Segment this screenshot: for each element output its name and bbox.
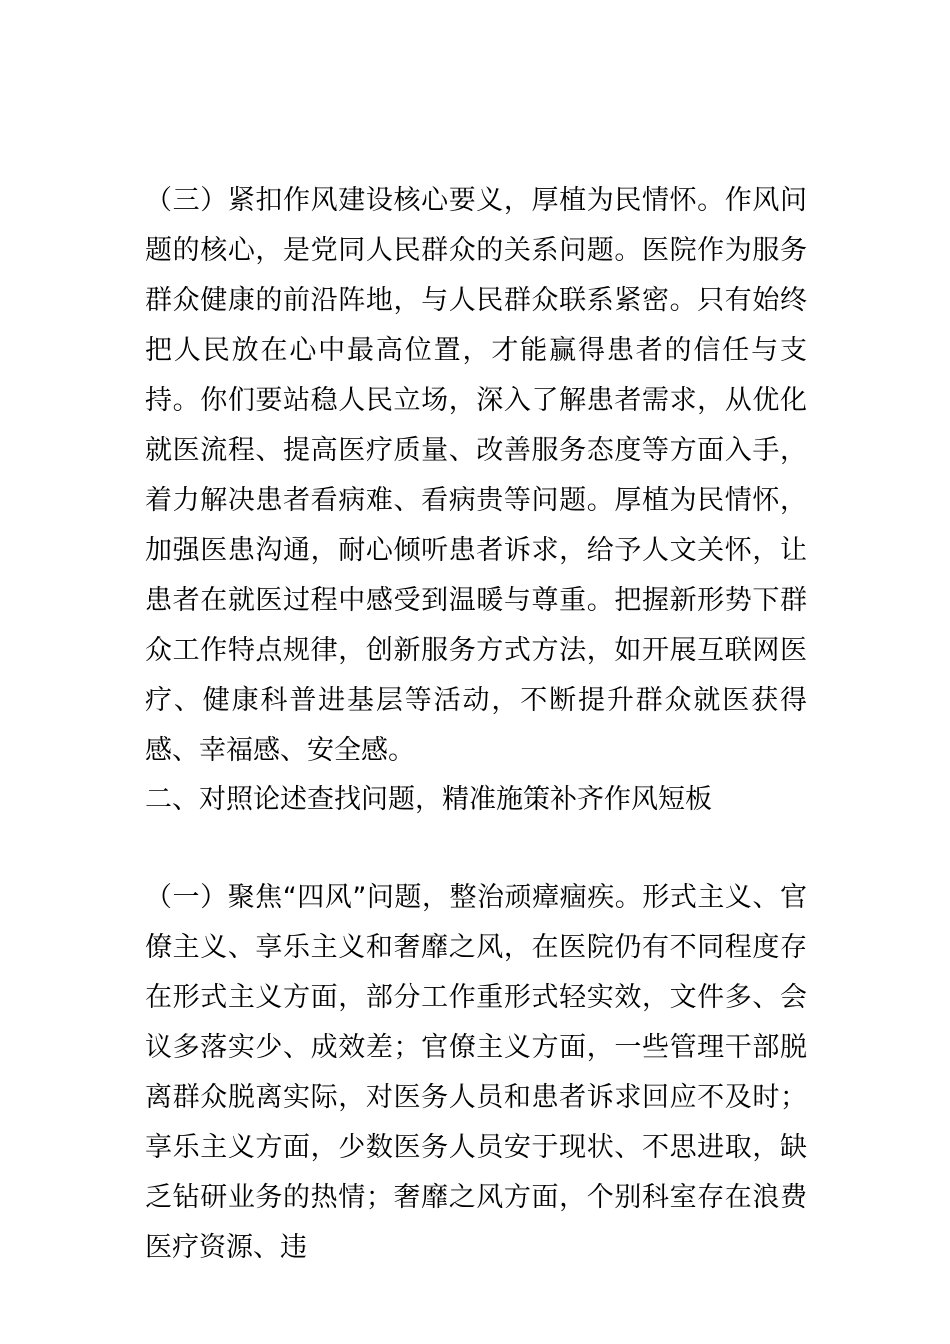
section-heading-two: 二、对照论述查找问题，精准施策补齐作风短板 xyxy=(145,784,712,815)
paragraph-section-one: （一）聚焦“四风”问题，整治顽瘴痼疾。形式主义、官僚主义、享乐主义和奢靡之风，在医院仍有不同程度存在形式主义方面，部分工作重形式轻实效，文件多、会议多落实少、成效差；官僚主义方面，一些管理干部脱离群众脱离实际，对医务人员和患者诉求回应不及时；享乐主义方面，少数医务人员安于现状、不思进取，缺乏钻研业务的热情；奢靡之风方面，个别科室存在浪费医疗资源、违 xyxy=(145,882,807,1263)
paragraph-section-three: （三）紧扣作风建设核心要义，厚植为民情怀。作风问题的核心，是党同人民群众的关系问题。医院作为服务群众健康的前沿阵地，与人民群众联系紧密。只有始终把人民放在心中最高位置，才能赢得患者的信任与支持。你们要站稳人民立场，深入了解患者需求，从优化就医流程、提高医疗质量、改善服务态度等方面入手，着力解决患者看病难、看病贵等问题。厚植为民情怀，加强医患沟通，耐心倾听患者诉求，给予人文关怀，让患者在就医过程中感受到温暖与尊重。把握新形势下群众工作特点规律，创新服务方式方法，如开展互联网医疗、健康科普进基层等活动，不断提升群众就医获得感、幸福感、安全感。 xyxy=(145,185,807,766)
